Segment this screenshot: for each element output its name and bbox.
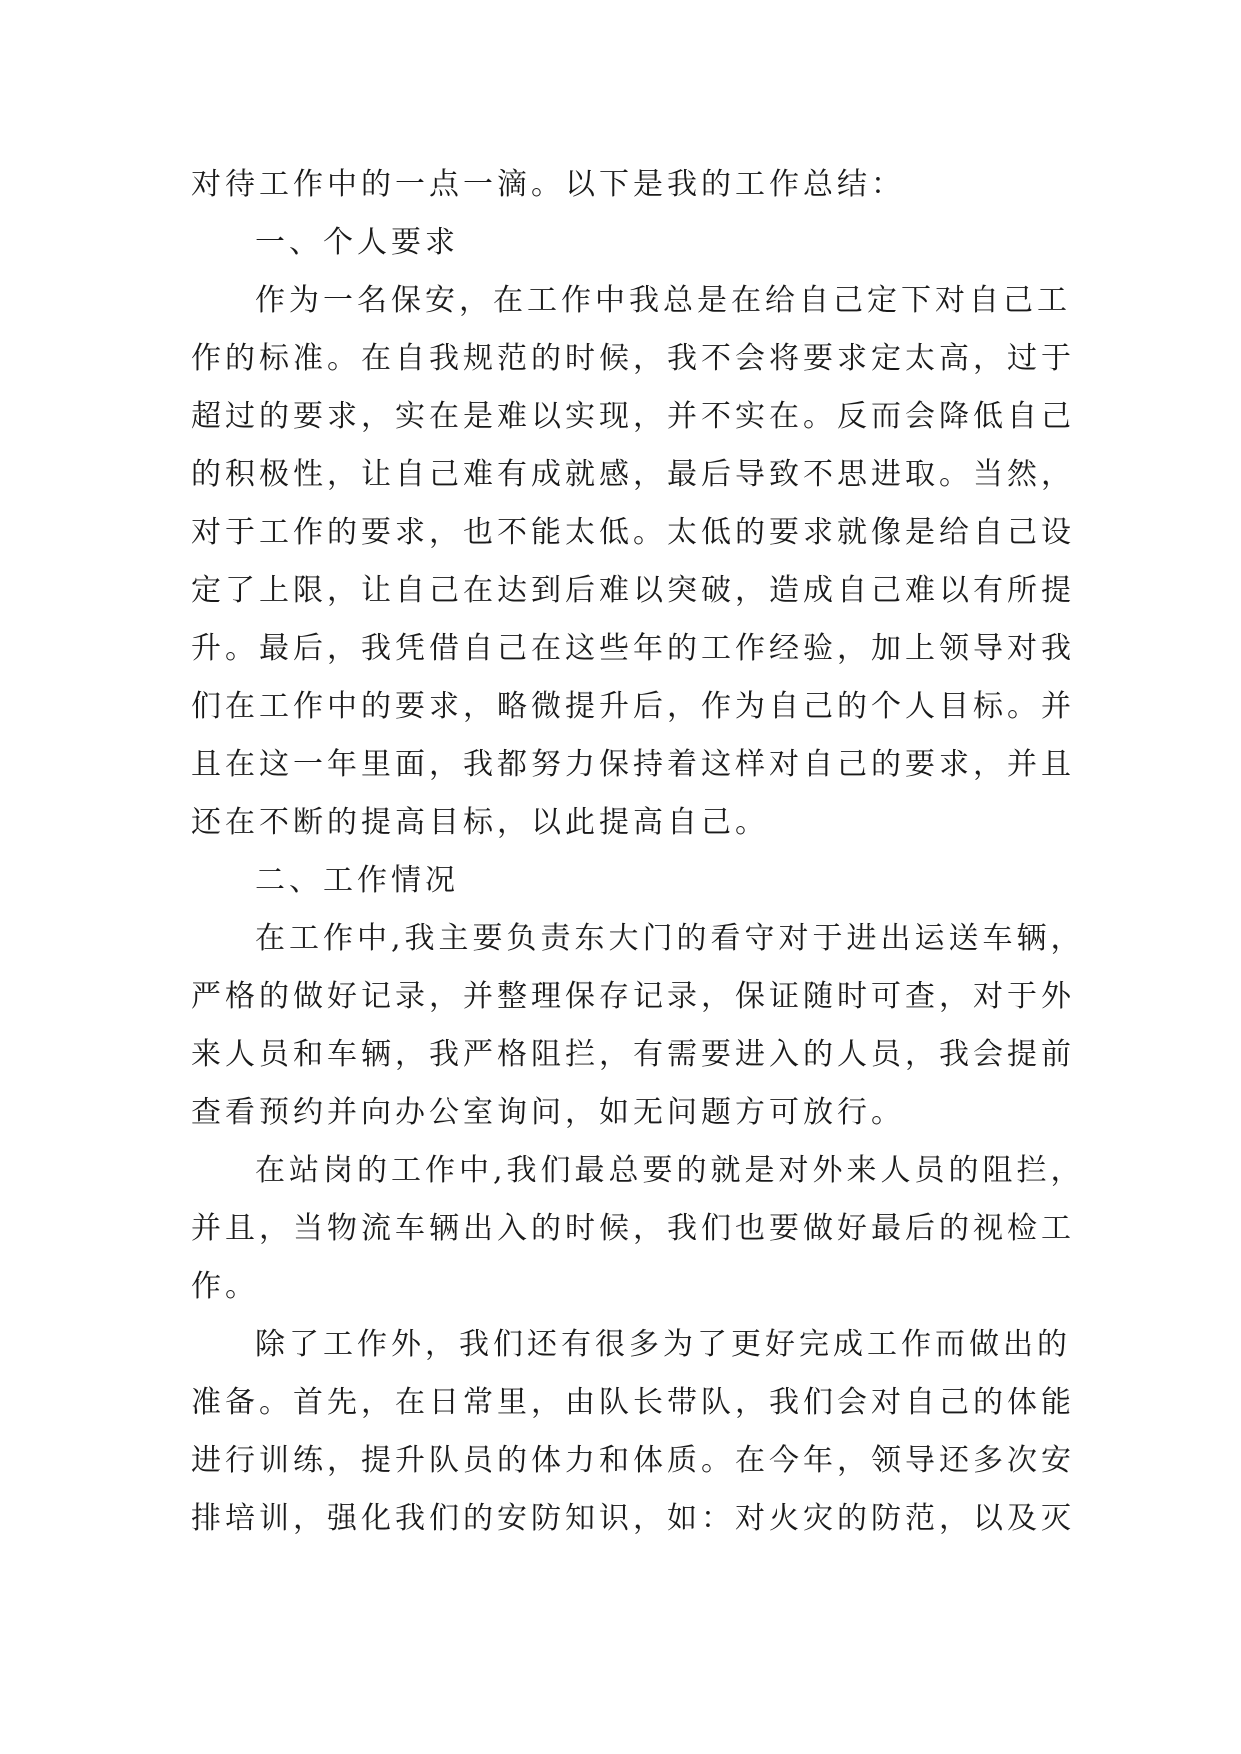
text-line: 的积极性，让自己难有成就感，最后导致不思进取。当然， xyxy=(191,457,1075,492)
text-line: 严格的做好记录，并整理保存记录，保证随时可查，对于外 xyxy=(191,979,1075,1014)
text-line: 还在不断的提高目标，以此提高自己。 xyxy=(191,805,769,840)
text-line: 并且，当物流车辆出入的时候，我们也要做好最后的视检工 xyxy=(191,1211,1075,1246)
text-line: 排培训，强化我们的安防知识，如：对火灾的防范，以及灭 xyxy=(191,1501,1075,1536)
text-line: 定了上限，让自己在达到后难以突破，造成自己难以有所提 xyxy=(191,573,1075,608)
text-line: 除了工作外，我们还有很多为了更好完成工作而做出的 xyxy=(255,1327,1071,1362)
text-line: 在站岗的工作中,我们最总要的就是对外来人员的阻拦， xyxy=(255,1153,1085,1188)
text-line: 超过的要求，实在是难以实现，并不实在。反而会降低自己 xyxy=(191,399,1075,434)
text-line: 对于工作的要求，也不能太低。太低的要求就像是给自己设 xyxy=(191,515,1075,550)
document-body xyxy=(191,156,1085,1548)
text-line: 准备。首先，在日常里，由队长带队，我们会对自己的体能 xyxy=(191,1385,1075,1420)
text-line: 来人员和车辆，我严格阻拦，有需要进入的人员，我会提前 xyxy=(191,1037,1075,1072)
text-line: 作的标准。在自我规范的时候，我不会将要求定太高，过于 xyxy=(191,341,1075,376)
section-heading: 二、工作情况 xyxy=(255,863,459,898)
text-line: 且在这一年里面，我都努力保持着这样对自己的要求，并且 xyxy=(191,747,1075,782)
text-line: 查看预约并向办公室询问，如无问题方可放行。 xyxy=(191,1095,905,1130)
section-heading: 一、个人要求 xyxy=(255,225,459,260)
text-line: 升。最后，我凭借自己在这些年的工作经验，加上领导对我 xyxy=(191,631,1075,666)
text-line: 进行训练，提升队员的体力和体质。在今年，领导还多次安 xyxy=(191,1443,1075,1478)
text-line: 在工作中,我主要负责东大门的看守对于进出运送车辆， xyxy=(255,921,1085,956)
text-line: 们在工作中的要求，略微提升后，作为自己的个人目标。并 xyxy=(191,689,1075,724)
text-line: 作为一名保安，在工作中我总是在给自己定下对自己工 xyxy=(255,283,1071,318)
text-line: 作。 xyxy=(191,1269,259,1304)
text-line: 对待工作中的一点一滴。以下是我的工作总结： xyxy=(191,167,905,202)
